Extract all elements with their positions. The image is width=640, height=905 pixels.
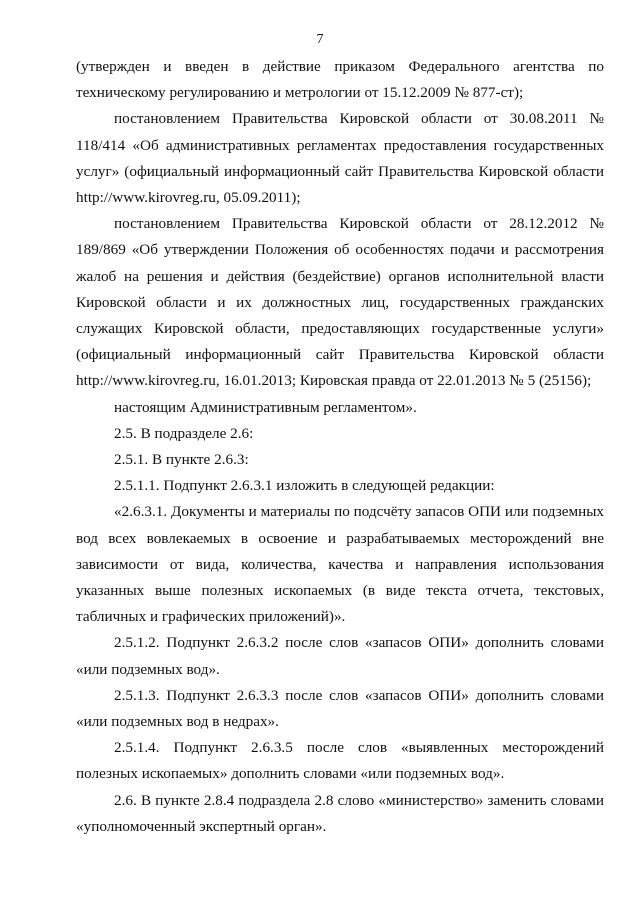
paragraph: постановлением Правительства Кировской области от 30.08.2011 № 118/414 «Об административных регламентах предоставления государственных услуг» (официальный информационный сайт Правительства Кировской области http://www.kirovreg.ru, 05.09.2011); <box>76 110 604 207</box>
paragraph: 2.5.1. В пункте 2.6.3: <box>114 451 249 469</box>
paragraph: постановлением Правительства Кировской области от 28.12.2012 № 189/869 «Об утверждении Положения об особенностях подачи и рассмотрения жалоб на решения и действия (бездействие) органов исполнительной власти Кировской области и их должностных лиц, государственных гражданских служащих Кировской области, предоставляющих государственные услуги» (официальный информационный сайт Правительства Кировской области http://www.kirovreg.ru, 16.01.2013; Кировская правда от 22.01.2013 № 5 (25156); <box>76 215 604 390</box>
paragraph: 2.5.1.3. Подпункт 2.6.3.3 после слов «запасов ОПИ» дополнить словами «или подземных вод в недрах». <box>76 686 604 731</box>
page-number: 7 <box>316 32 324 47</box>
paragraph: 2.5.1.1. Подпункт 2.6.3.1 изложить в следующей редакции: <box>114 477 495 495</box>
document-body <box>76 54 604 840</box>
paragraph: 2.5.1.2. Подпункт 2.6.3.2 после слов «запасов ОПИ» дополнить словами «или подземных вод». <box>76 634 604 678</box>
paragraph: 2.5. В подразделе 2.6: <box>114 424 254 442</box>
paragraph: 2.6. В пункте 2.8.4 подраздела 2.8 слово «министерство» заменить словами «уполномоченный экспертный орган». <box>76 791 604 835</box>
paragraph: (утвержден и введен в действие приказом Федерального агентства по техническому регулированию и метрологии от 15.12.2009 № 877-ст); <box>76 58 604 102</box>
paragraph: «2.6.3.1. Документы и материалы по подсчёту запасов ОПИ или подземных вод всех вовлекаемых в освоение и разрабатываемых месторождений вне зависимости от вида, количества, качества и направления использования указанных выше полезных ископаемых (в виде текста отчета, текстовых, табличных и графических приложений)». <box>76 503 604 626</box>
paragraph: 2.5.1.4. Подпункт 2.6.3.5 после слов «выявленных месторождений полезных ископаемых» дополнить словами «или подземных вод». <box>76 739 604 783</box>
paragraph: настоящим Административным регламентом». <box>114 398 417 416</box>
